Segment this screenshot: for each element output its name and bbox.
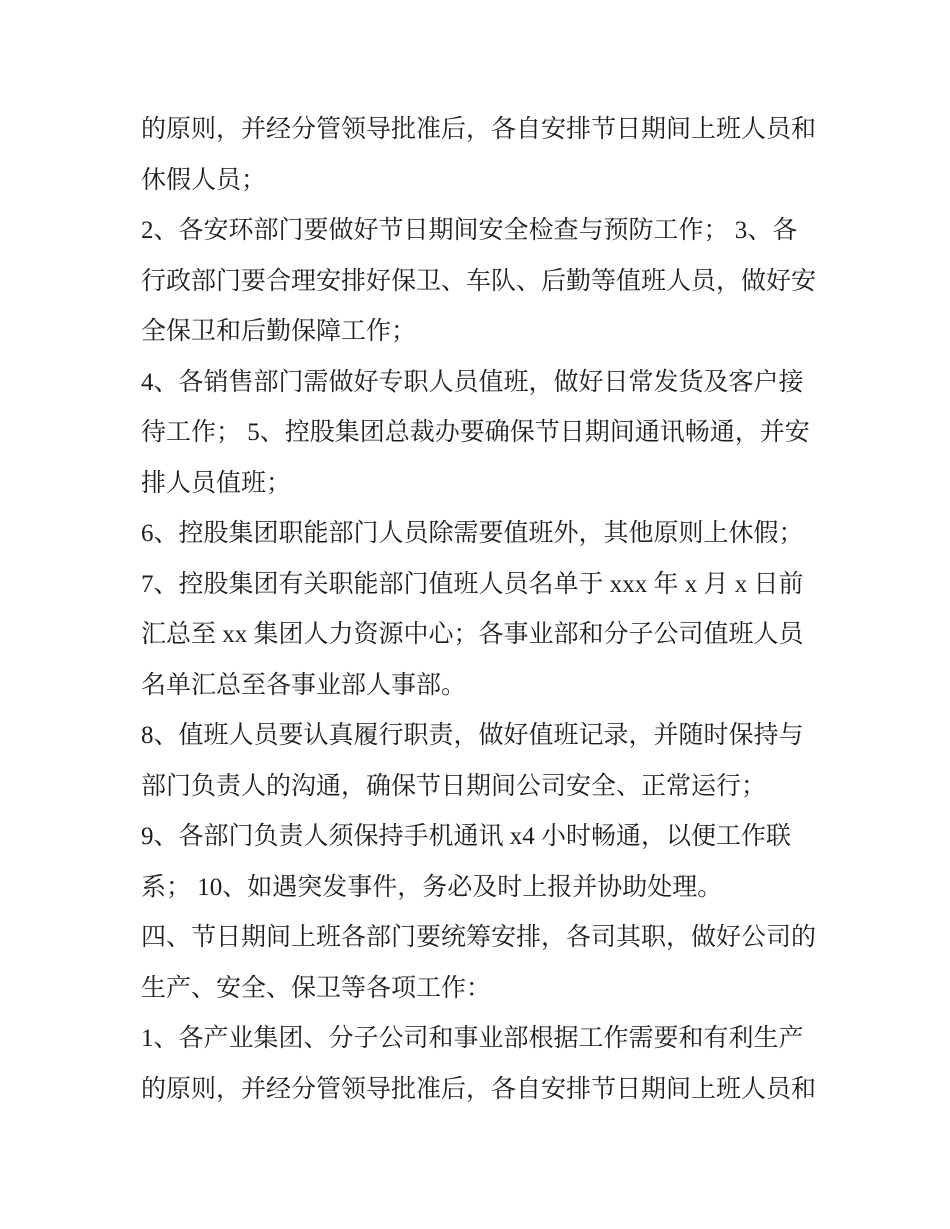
text-line: 待工作； 5、控股集团总裁办要确保节日期间通讯畅通，并安	[141, 419, 810, 446]
text-line: 行政部门要合理安排好保卫、车队、后勤等值班人员，做好安	[141, 267, 817, 295]
text-line: 汇总至 xx 集团人力资源中心；各事业部和分子公司值班人员	[141, 621, 804, 648]
text-line: 全保卫和后勤保障工作；	[141, 318, 417, 345]
text-line: 排人员值班；	[141, 469, 292, 497]
text-line: 1、各产业集团、分子公司和事业部根据工作需要和有利生产	[141, 1025, 804, 1052]
document-body	[141, 105, 841, 1115]
text-line: 8、值班人员要认真履行职责，做好值班记录，并随时保持与	[141, 722, 804, 749]
text-line: 系； 10、如遇突发事件，务必及时上报并协助处理。	[141, 873, 723, 901]
text-line: 的原则，并经分管领导批准后，各自安排节日期间上班人员和	[141, 1075, 817, 1103]
text-line: 休假人员；	[141, 166, 267, 194]
text-line: 的原则，并经分管领导批准后，各自安排节日期间上班人员和	[141, 116, 817, 143]
text-line: 四、节日期间上班各部门要统筹安排，各司其职，做好公司的	[141, 924, 817, 951]
text-line: 生产、安全、保卫等各项工作：	[141, 974, 492, 1002]
text-line: 7、控股集团有关职能部门值班人员名单于 xxx 年 x 月 x 日前	[141, 570, 804, 598]
text-line: 9、各部门负责人须保持手机通讯 x4 小时畅通，以便工作联	[141, 823, 792, 850]
text-line: 2、各安环部门要做好节日期间安全检查与预防工作； 3、各	[141, 217, 798, 244]
text-line: 4、各销售部门需做好专职人员值班，做好日常发货及客户接	[141, 368, 804, 396]
text-line: 部门负责人的沟通，确保节日期间公司安全、正常运行；	[141, 772, 767, 800]
text-line: 6、控股集团职能部门人员除需要值班外，其他原则上休假；	[141, 520, 804, 547]
text-line: 名单汇总至各事业部人事部。	[141, 671, 467, 699]
